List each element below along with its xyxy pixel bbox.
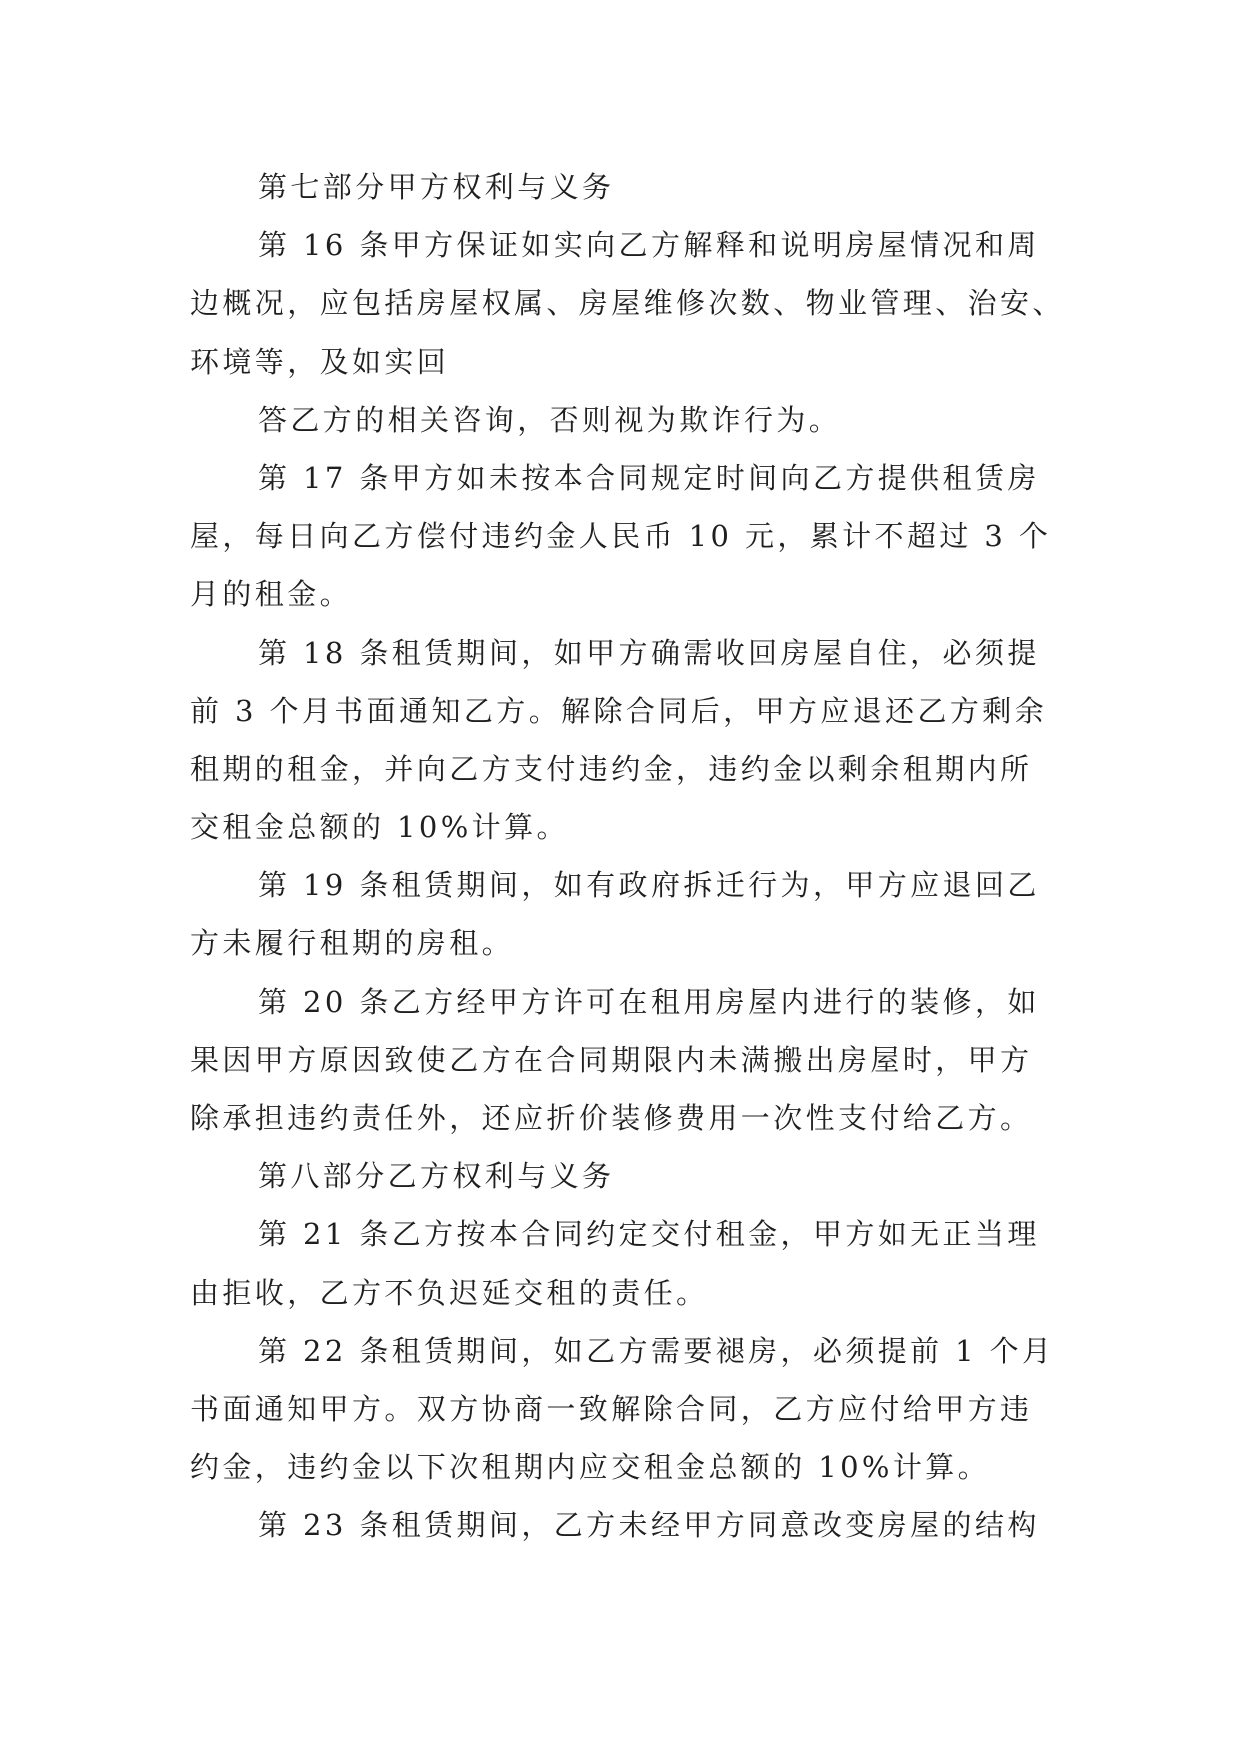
article-17-line-3: 月的租金。 (190, 577, 353, 612)
article-16-line-3: 环境等，及如实回 (190, 344, 450, 379)
article-20-line-2: 果因甲方原因致使乙方在合同期限内未满搬出房屋时，甲方 (190, 1042, 1033, 1077)
article-21-line-1: 第 21 条乙方按本合同约定交付租金，甲方如无正当理 (258, 1217, 1040, 1252)
article-22-line-3: 约金，违约金以下次租期内应交租金总额的 10%计算。 (190, 1450, 991, 1485)
article-17-line-2: 屋，每日向乙方偿付违约金人民币 10 元，累计不超过 3 个 (190, 519, 1052, 554)
article-18-line-2: 前 3 个月书面通知乙方。解除合同后，甲方应退还乙方剩余 (190, 693, 1048, 728)
article-22-line-1: 第 22 条租赁期间，如乙方需要褪房，必须提前 1 个月 (258, 1333, 1055, 1368)
article-22-line-2: 书面通知甲方。双方协商一致解除合同，乙方应付给甲方违 (190, 1391, 1033, 1426)
article-18-line-3: 租期的租金，并向乙方支付违约金，违约金以剩余租期内所 (190, 751, 1033, 786)
article-23-line-1: 第 23 条租赁期间，乙方未经甲方同意改变房屋的结构 (258, 1508, 1040, 1543)
article-18-line-4: 交租金总额的 10%计算。 (190, 810, 569, 845)
section-heading-part-eight: 第八部分乙方权利与义务 (258, 1159, 615, 1194)
article-16-line-2: 边概况，应包括房屋权属、房屋维修次数、物业管理、治安、 (190, 286, 1065, 321)
document-page (190, 158, 1065, 1555)
article-20-line-3: 除承担违约责任外，还应折价装修费用一次性支付给乙方。 (190, 1101, 1033, 1135)
article-20-line-1: 第 20 条乙方经甲方许可在租用房屋内进行的装修，如 (258, 984, 1040, 1019)
article-17-line-1: 第 17 条甲方如未按本合同规定时间向乙方提供租赁房 (258, 460, 1040, 495)
article-16-line-1: 第 16 条甲方保证如实向乙方解释和说明房屋情况和周 (258, 228, 1040, 263)
article-19-line-2: 方未履行租期的房租。 (190, 926, 515, 961)
article-18-line-1: 第 18 条租赁期间，如甲方确需收回房屋自住，必须提 (258, 635, 1040, 670)
article-21-line-2: 由拒收，乙方不负迟延交租的责任。 (190, 1275, 709, 1310)
article-19-line-1: 第 19 条租赁期间，如有政府拆迁行为，甲方应退回乙 (258, 868, 1040, 903)
section-heading-part-seven: 第七部分甲方权利与义务 (258, 170, 615, 204)
article-16-line-4: 答乙方的相关咨询，否则视为欺诈行为。 (258, 402, 842, 437)
